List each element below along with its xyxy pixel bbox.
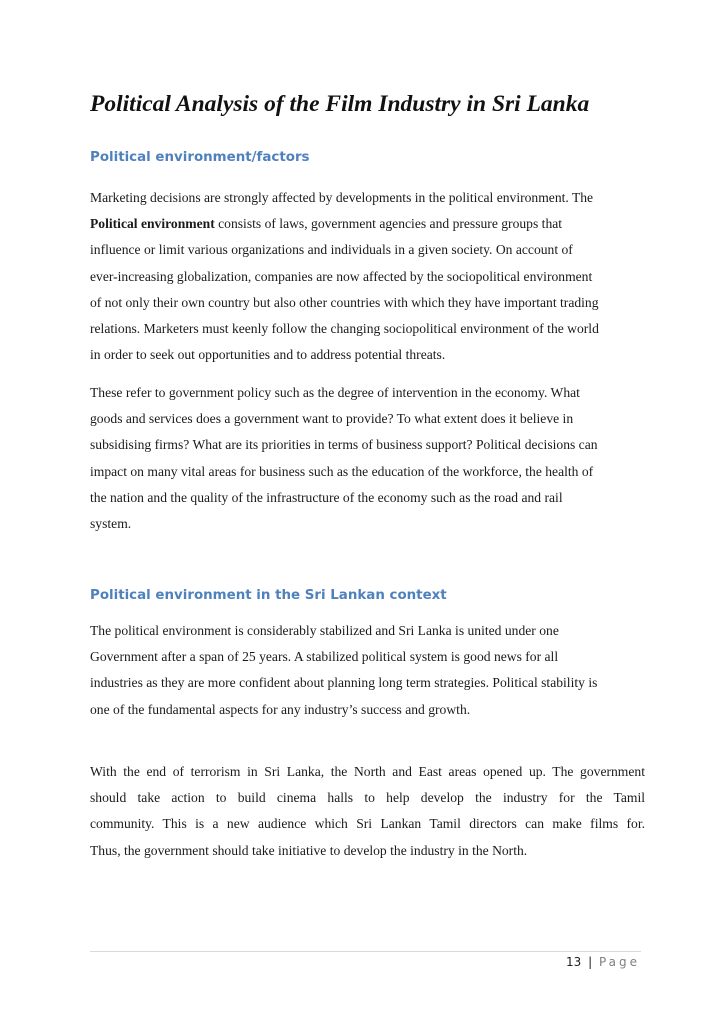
text-line: the nation and the quality of the infrastructure of the economy such as the road and rail bbox=[90, 489, 563, 505]
text-line: impact on many vital areas for business such as the education of the workforce, the health of bbox=[90, 463, 594, 479]
text-line: The political environment is considerably stabilized and Sri Lanka is united under one bbox=[90, 623, 559, 638]
text-line: goods and services does a government want to provide? To what extent does it believe in bbox=[90, 411, 574, 427]
paragraph-north-east-development bbox=[90, 759, 645, 864]
bold-term: Political environment bbox=[90, 216, 215, 232]
paragraph-government-policy bbox=[90, 380, 645, 537]
paragraph-political-stability bbox=[90, 618, 645, 723]
text-line: influence or limit various organizations and individuals in a given society. On account of bbox=[90, 242, 573, 258]
text-line: subsidising firms? What are its priorities in terms of business support? Political decisions can bbox=[90, 437, 598, 453]
text-line: community. This is a new audience which Sri Lankan Tamil directors can make films for. bbox=[90, 816, 645, 832]
text-line: should take action to build cinema halls to help develop the industry for the Tamil bbox=[90, 790, 645, 806]
document-title: Political Analysis of the Film Industry in Sri Lanka bbox=[90, 91, 590, 117]
text-line: in order to seek out opportunities and to address potential threats. bbox=[90, 347, 446, 363]
text-line: one of the fundamental aspects for any industry’s success and growth. bbox=[90, 701, 471, 717]
text-line: industries as they are more confident about planning long term strategies. Political stability is bbox=[90, 675, 598, 691]
page-number: 13 bbox=[566, 955, 582, 969]
text-line: relations. Marketers must keenly follow the changing sociopolitical environment of the world bbox=[90, 321, 599, 337]
footer-divider bbox=[90, 951, 641, 952]
text-line: With the end of terrorism in Sri Lanka, the North and East areas opened up. The government bbox=[90, 764, 645, 779]
text-line: Marketing decisions are strongly affected by developments in the political environment. The bbox=[90, 190, 594, 205]
text-line: Thus, the government should take initiative to develop the industry in the North. bbox=[90, 842, 528, 858]
footer-separator: | bbox=[588, 955, 593, 969]
text-line: system. bbox=[90, 516, 132, 532]
text-line: These refer to government policy such as the degree of intervention in the economy. What bbox=[90, 385, 580, 400]
text-line: Government after a span of 25 years. A stabilized political system is good news for all bbox=[90, 649, 559, 665]
text-line bbox=[90, 211, 645, 237]
section-heading-political-factors: Political environment/factors bbox=[90, 150, 310, 165]
section-heading-sri-lankan-context: Political environment in the Sri Lankan context bbox=[90, 588, 447, 603]
page-label: Page bbox=[598, 955, 641, 969]
paragraph-political-environment-definition bbox=[90, 185, 645, 368]
text-line: of not only their own country but also other countries with which they have important trading bbox=[90, 294, 599, 310]
page-footer bbox=[566, 953, 640, 971]
text-fragment: consists of laws, government agencies and pressure groups that bbox=[214, 216, 563, 232]
text-line: ever-increasing globalization, companies are now affected by the sociopolitical environment bbox=[90, 268, 593, 284]
